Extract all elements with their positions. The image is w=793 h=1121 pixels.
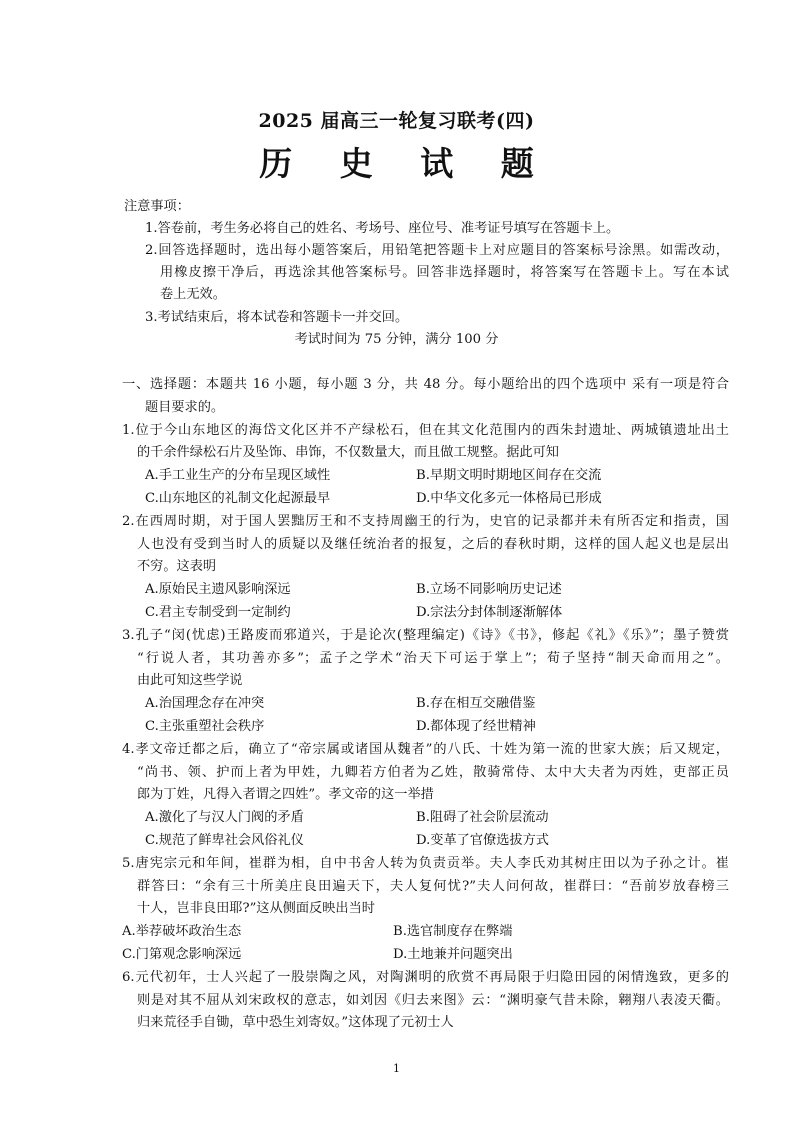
question-3-option-c: C.主张重塑社会秩序 [145,719,265,734]
question-4-option-a: A.激化了与汉人门阀的矛盾 [145,810,304,825]
question-5-option-d: D.土地兼并问题突出 [393,947,513,962]
subject-title: 历 史 试 题 [259,144,552,183]
question-2-stem: 不穷。这表明 [137,559,217,574]
note-item: 1.答卷前，考生务必将自己的姓名、考场号、座位号、准考证号填写在答题卡上。 [145,221,620,236]
section-heading: 一、选择题：本题共 16 小题，每小题 3 分，共 48 分。每小题给出的四个选项中 采有一项是符合 [122,377,729,392]
question-4-stem: “尚书、领、护而上者为甲姓，九卿若方伯者为乙姓，散骑常侍、太中大夫者为丙姓，吏部正员 [137,765,729,780]
exam-title: 2025 届高三一轮复习联考(四) [258,110,535,132]
question-1-option-b: B.早期文明时期地区间存在交流 [416,468,602,483]
time-info: 考试时间为 75 分钟，满分 100 分 [294,332,499,347]
question-1-option-d: D.中华文化多元一体格局已形成 [416,491,602,506]
section-heading-cont: 题目要求的。 [145,400,225,415]
question-6-stem: 则是对其不屈从刘宋政权的意志，如刘因《归去来图》云：“渊明豪气昔未除，翱翔八表凌天衢。 [137,993,729,1008]
question-6-stem: 6.元代初年，士人兴起了一股崇陶之风，对陶渊明的欣赏不再局限于归隐田园的闲情逸致，更多的 [122,970,729,985]
question-2-option-a: A.原始民主遗风影响深远 [145,582,291,597]
note-item: 3.考试结束后，将本试卷和答题卡一并交回。 [145,310,409,325]
question-2-stem: 2.在西周时期，对于国人罢黜厉王和不支持周幽王的行为，史官的记录都并未有所否定和指责，国 [122,514,729,529]
question-3-option-d: D.都体现了经世精神 [416,719,536,734]
question-5-stem: 十人，岂非良田耶?”这从侧面反映出当时 [137,901,375,916]
question-5-stem: 5.唐宪宗元和年间，崔群为相，自中书舍人转为负责贡举。夫人李氏劝其树庄田以为子孙之计。崔 [122,856,729,871]
question-4-stem: 郎为丁姓，凡得入者谓之四姓”。孝文帝的这一举措 [137,787,434,802]
question-4-option-d: D.变革了官僚选拔方式 [416,833,549,848]
question-2-stem: 人也没有受到当时人的质疑以及继任统治者的报复，之后的春秋时期，这样的国人起义也是层出 [137,537,729,552]
question-5-stem: 群答曰：“余有三十所美庄良田遍天下，夫人复何忧?”夫人问何故，崔群曰：“吾前岁放春榜三 [137,879,729,894]
question-6-stem: 归来荒径手自锄，草中恐生刘寄奴。”这体现了元初士人 [137,1015,454,1030]
question-5-option-a: A.举荐破坏政治生态 [122,924,242,939]
question-3-option-b: B.存在相互交融借鉴 [416,696,536,711]
question-1-option-c: C.山东地区的礼制文化起源最早 [145,491,331,506]
question-3-stem: 3.孔子“闵(忧虑)王路废而邪道兴，于是论次(整理编定)《诗》《书》，修起《礼》《乐》”；墨子赞赏 [122,628,729,643]
question-2-option-c: C.君主专制受到一定制约 [145,605,291,620]
question-2-option-d: D.宗法分封体制逐渐解体 [416,605,563,620]
question-4-option-c: C.规范了鲜卑社会风俗礼仪 [145,833,304,848]
question-3-stem: 由此可知这些学说 [137,673,243,688]
question-4-option-b: B.阻碍了社会阶层流动 [416,810,549,825]
question-1-stem: 1.位于今山东地区的海岱文化区并不产绿松石，但在其文化范围内的西朱封遗址、两城镇遗址出土 [122,423,729,438]
question-3-option-a: A.治国理念存在冲突 [145,696,265,711]
question-5-option-c: C.门第观念影响深远 [122,947,242,962]
question-2-option-b: B.立场不同影响历史记述 [416,582,562,597]
notes-heading: 注意事项： [124,199,190,214]
question-5-option-b: B.选官制度存在弊端 [393,924,513,939]
question-3-stem: “行说人者，其功善亦多”；孟子之学术“治天下可运于掌上”；荀子坚持“制天命而用之”。 [137,651,729,666]
note-item: 卷上无效。 [160,287,226,302]
question-1-option-a: A.手工业生产的分布呈现区域性 [145,468,331,483]
note-item: 用橡皮擦干净后，再选涂其他答案标号。回答非选择题时，将答案写在答题卡上。写在本试 [160,265,729,280]
note-item: 2.回答选择题时，选出每小题答案后，用铅笔把答题卡上对应题目的答案标号涂黑。如需改动， [145,243,729,258]
page-number: 1 [393,1062,400,1075]
question-1-stem: 的千余件绿松石片及坠饰、串饰，不仅数量大，而且做工规整。据此可知 [137,445,559,460]
question-4-stem: 4.孝文帝迁都之后，确立了“帝宗属或诸国从魏者”的八氏、十姓为第一流的世家大族；后又规定， [122,742,729,757]
